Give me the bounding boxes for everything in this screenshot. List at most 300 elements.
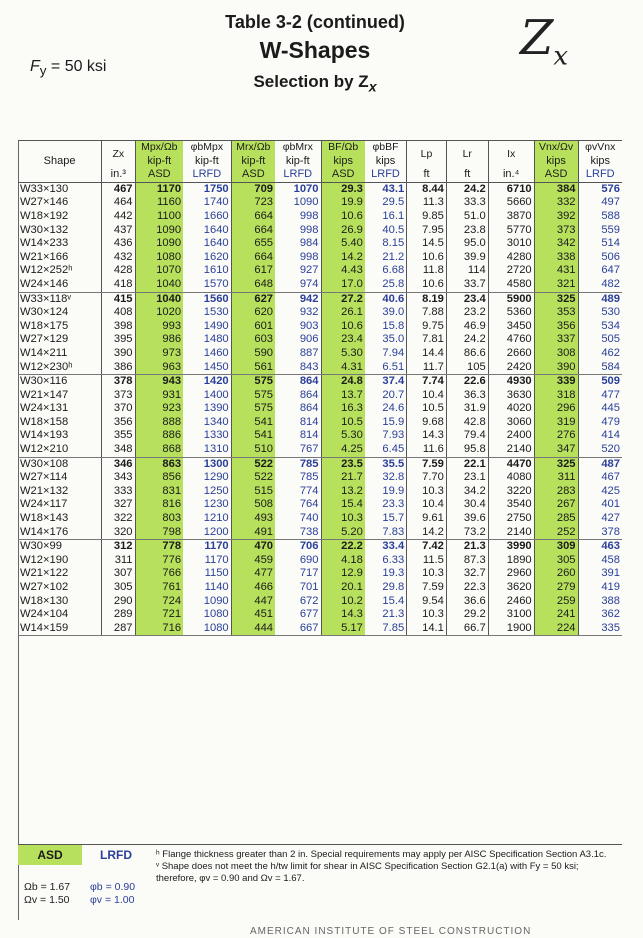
value-cell: 29.2 [446,608,488,622]
value-cell: 343 [102,471,135,485]
value-cell: 356 [534,320,578,334]
value-cell: 1170 [204,553,229,566]
value-cell: 487 [578,457,622,471]
value-cell: 10.3 [407,608,447,622]
value-cell: 520 [578,443,622,457]
value-cell: 738 [275,526,321,540]
unit-in4: in.⁴ [488,168,534,182]
value-cell: 24.2 [446,182,488,196]
table-row [18,471,622,485]
value-cell: 559 [578,224,622,238]
phi-v: φv = 1.00 [90,894,135,906]
value-cell: 43.1 [382,182,405,195]
value-cell: 73.2 [446,526,488,540]
value-cell: 432 [102,251,135,265]
value-cell: 391 [578,567,622,581]
value-cell: 724 [135,595,183,609]
value-cell: 10.3 [407,567,447,581]
value-cell: 327 [102,498,135,512]
asd-label: ASD [135,168,183,182]
value-cell: 378 [102,375,135,389]
value-cell: 19.9 [382,484,405,497]
shape-cell: W18×130 [20,594,69,607]
value-cell: 5.40 [321,237,365,251]
value-cell: 29.8 [382,581,405,593]
value-cell: 15.4 [321,498,365,512]
table-body [18,182,622,636]
value-cell: 522 [231,457,275,471]
value-cell: 588 [578,210,622,224]
table-row [18,595,622,609]
value-cell: 40.6 [382,292,405,305]
value-cell: 1640 [203,237,229,250]
value-cell: 620 [231,306,275,320]
value-cell: 717 [299,567,319,580]
value-cell: 105 [446,361,488,375]
shape-cell: W12×252ʰ [20,264,73,277]
value-cell: 13.2 [321,485,365,499]
table-row [18,608,622,622]
value-cell: 6710 [488,182,534,196]
value-cell: 23.4 [446,292,488,306]
value-cell: 974 [275,278,321,292]
value-cell: 14.1 [407,622,447,636]
value-cell: 224 [534,622,578,636]
value-cell: 1160 [135,196,183,210]
table-row [18,526,622,540]
value-cell: 931 [135,389,183,403]
value-cell: 3620 [488,581,534,595]
value-cell: 1100 [135,210,183,224]
value-cell: 814 [299,415,319,428]
value-cell: 21.3 [446,540,488,554]
value-cell: 10.2 [321,595,365,609]
value-cell: 1290 [203,471,229,484]
value-cell: 319 [534,416,578,430]
value-cell: 887 [299,346,319,359]
value-cell: 308 [534,347,578,361]
value-cell: 392 [534,210,578,224]
unit-ft: ft [407,168,447,182]
lrfd-label: LRFD [275,168,321,182]
value-cell: 1300 [203,457,229,470]
shape-cell: W27×129 [20,333,69,346]
value-cell: 785 [299,471,319,484]
shape-cell: W27×146 [20,196,69,209]
value-cell: 943 [135,375,183,389]
value-cell: 7.59 [407,457,447,471]
value-cell: 398 [102,320,135,334]
value-cell: 15.4 [382,594,405,607]
value-cell: 338 [534,251,578,265]
value-cell: 15.9 [382,415,405,428]
value-cell: 843 [275,361,321,375]
value-cell: 463 [578,540,622,554]
table-row [18,320,622,334]
value-cell: 4080 [488,471,534,485]
footnote-flange: ʰ Flange thickness greater than 2 in. Special requirements may apply per AISC Specification Section A3.1c. [156,849,607,860]
value-cell: 506 [578,251,622,265]
value-cell: 7.83 [365,526,407,540]
value-cell: 34.2 [446,485,488,499]
value-cell: 388 [578,595,622,609]
value-cell: 576 [578,182,622,196]
value-cell: 7.59 [407,581,447,595]
value-cell: 15.7 [382,512,405,525]
value-cell: 664 [231,251,275,265]
unit-kips: kips [321,155,365,169]
value-cell: 332 [534,196,578,210]
value-cell: 1080 [135,251,183,265]
value-cell: 672 [299,594,319,607]
value-cell: 514 [578,237,622,251]
value-cell: 2660 [488,347,534,361]
value-cell: 3540 [488,498,534,512]
value-cell: 418 [102,278,135,292]
value-cell: 515 [231,485,275,499]
value-cell: 276 [534,429,578,443]
value-cell: 575 [231,402,275,416]
unit-kipft: kip-ft [231,155,275,169]
table-row [18,581,622,595]
value-cell: 33.3 [446,196,488,210]
unit-kips: kips [375,154,396,167]
value-cell: 373 [534,224,578,238]
value-cell: 305 [102,581,135,595]
omega-v: Ωv = 1.50 [24,894,70,906]
value-cell: 22.1 [446,457,488,471]
value-cell: 1090 [203,594,229,607]
value-cell: 10.5 [407,402,447,416]
value-cell: 283 [534,485,578,499]
table-row [18,251,622,265]
value-cell: 4.31 [321,361,365,375]
value-cell: 706 [299,540,319,553]
value-cell: 584 [578,361,622,375]
value-cell: 14.3 [321,608,365,622]
value-cell: 6.68 [382,264,405,277]
value-cell: 1040 [135,278,183,292]
value-cell: 493 [231,512,275,526]
shape-cell: W18×192 [20,209,69,222]
value-cell: 984 [299,237,319,250]
value-cell: 347 [534,443,578,457]
value-cell: 664 [231,210,275,224]
value-cell: 3450 [488,320,534,334]
footnote-shear: ᵛ Shape does not meet the h/tw limit for shear in AISC Specification Section G2.1(a) with Fy = 50 ksi; therefore, φv = 0.90 and Ωv = 1.67. [156,861,579,884]
value-cell: 868 [135,443,183,457]
value-cell: 7.42 [407,540,447,554]
value-cell: 29.5 [382,196,405,209]
value-cell: 346 [102,457,135,471]
value-cell: 445 [578,402,622,416]
value-cell: 798 [135,526,183,540]
value-cell: 252 [534,526,578,540]
value-cell: 5900 [488,292,534,306]
value-cell: 36.6 [446,595,488,609]
value-cell: 1740 [203,196,229,209]
value-cell: 477 [231,567,275,581]
value-cell: 489 [578,292,622,306]
value-cell: 95.0 [446,237,488,251]
value-cell: 766 [135,567,183,581]
value-cell: 1080 [203,608,229,621]
value-cell: 24.8 [321,375,365,389]
value-cell: 39.6 [446,512,488,526]
value-cell: 4580 [488,278,534,292]
shape-cell: W30×116 [20,375,68,388]
phi-values [90,881,135,907]
value-cell: 285 [534,512,578,526]
value-cell: 370 [102,402,135,416]
value-cell: 20.1 [321,581,365,595]
value-cell: 436 [102,237,135,251]
mpx-lrfd-header: φbMpx [183,141,231,155]
value-cell: 2140 [488,526,534,540]
value-cell: 677 [299,608,319,621]
zx-header: Zx [102,141,135,169]
value-cell: 903 [299,319,319,332]
value-cell: 2750 [488,512,534,526]
value-cell: 14.3 [407,429,447,443]
value-cell: 14.2 [407,526,447,540]
value-cell: 723 [231,196,275,210]
lp-header: Lp [407,141,447,169]
vnx-asd-header: Vnx/Ωv [534,141,578,155]
value-cell: 342 [534,237,578,251]
value-cell: 9.75 [407,320,447,334]
value-cell: 1250 [203,484,229,497]
table-row [18,361,622,375]
value-cell: 561 [231,361,275,375]
value-cell: 46.9 [446,320,488,334]
table-row [18,210,622,224]
table-row [18,347,622,361]
value-cell: 401 [578,498,622,512]
value-cell: 459 [231,554,275,568]
value-cell: 339 [534,375,578,389]
value-cell: 325 [534,292,578,306]
value-cell: 10.5 [321,416,365,430]
value-cell: 1530 [203,306,229,319]
table-row [18,622,622,636]
value-cell: 36.3 [446,389,488,403]
value-cell: 1750 [203,182,229,195]
shape-cell: W12×190 [20,553,69,566]
value-cell: 648 [231,278,275,292]
yield-strength-label: $F_y = 50$ ksi [30,58,107,79]
mrx-lrfd-header: φbMrx [275,141,321,155]
table-row [18,224,622,238]
value-cell: 2460 [488,595,534,609]
value-cell: 320 [102,526,135,540]
value-cell: 307 [102,567,135,581]
value-cell: 10.3 [321,512,365,526]
value-cell: 24.2 [446,333,488,347]
table-row [18,389,622,403]
value-cell: 23.3 [382,498,405,511]
value-cell: 667 [275,622,321,636]
shape-cell: W24×117 [20,498,68,511]
value-cell: 1040 [135,292,183,306]
value-cell: 740 [299,512,319,525]
value-cell: 395 [102,333,135,347]
value-cell: 7.81 [407,333,447,347]
footer [18,844,622,921]
value-cell: 431 [534,264,578,278]
value-cell: 1900 [488,622,534,636]
value-cell: 1210 [203,512,229,525]
value-cell: 11.3 [407,196,447,210]
value-cell: 87.3 [446,554,488,568]
value-cell: 79.4 [446,429,488,443]
value-cell: 384 [534,182,578,196]
value-cell: 4760 [488,333,534,347]
value-cell: 776 [135,554,183,568]
vnx-lrfd-header: φvVnx [578,141,622,155]
value-cell: 932 [299,306,319,319]
value-cell: 534 [578,320,622,334]
value-cell: 716 [135,622,183,636]
value-cell: 95.8 [446,443,488,457]
value-cell: 590 [231,347,275,361]
shape-cell: W24×146 [18,278,102,292]
value-cell: 26.1 [321,306,365,320]
table-row [18,306,622,320]
value-cell: 482 [578,278,622,292]
value-cell: 335 [578,622,622,636]
value-cell: 241 [534,608,578,622]
value-cell: 23.1 [446,471,488,485]
unit-kips: kips [578,155,622,169]
value-cell: 66.7 [446,622,488,636]
value-cell: 419 [578,581,622,595]
value-cell: 4020 [488,402,534,416]
value-cell: 86.6 [446,347,488,361]
value-cell: 1330 [203,429,229,442]
value-cell: 27.2 [321,292,365,306]
value-cell: 42.8 [446,416,488,430]
value-cell: 508 [231,498,275,512]
value-cell: 390 [534,361,578,375]
value-cell: 764 [299,498,319,511]
table-row [18,443,622,457]
shape-cell: W18×175 [20,319,69,332]
mrx-asd-header: Mrx/Ωb [231,141,275,155]
value-cell: 32.8 [382,471,405,484]
table-row [18,402,622,416]
value-cell: 467 [578,471,622,485]
value-cell: 7.85 [365,622,407,636]
unit-in3: in.³ [102,168,135,182]
value-cell: 522 [231,471,275,485]
value-cell: 4470 [488,457,534,471]
shape-cell: W33×130 [20,182,69,195]
value-cell: 4280 [488,251,534,265]
shape-cell: W14×211 [20,346,68,359]
shape-cell: W21×166 [20,250,69,263]
value-cell: 33.7 [446,278,488,292]
value-cell: 4.25 [321,443,365,457]
value-cell: 5.30 [321,429,365,443]
value-cell: 451 [231,608,275,622]
value-cell: 8.15 [382,237,405,250]
publisher-line: AMERICAN INSTITUTE OF STEEL CONSTRUCTION [250,926,532,937]
value-cell: 14.4 [407,347,447,361]
value-cell: 458 [578,554,622,568]
value-cell: 355 [102,429,135,443]
value-cell: 260 [534,567,578,581]
value-cell: 963 [135,361,183,375]
value-cell: 1090 [135,237,183,251]
shape-cell: W27×114 [20,471,68,484]
value-cell: 864 [299,402,319,415]
value-cell: 337 [534,333,578,347]
value-cell: 14.5 [407,237,447,251]
ix-header: Ix [488,141,534,169]
value-cell: 1310 [183,443,231,457]
value-cell: 10.4 [407,498,447,512]
title-line-1: Table 3-2 (continued) [225,12,405,32]
table-row [18,540,622,554]
value-cell: 863 [135,457,183,471]
header-row-methods [18,168,622,182]
shape-cell: W30×132 [20,223,69,236]
value-cell: 22.6 [446,375,488,389]
value-cell: 33.4 [382,540,405,553]
shape-cell: W24×131 [20,402,69,415]
value-cell: 864 [299,388,319,401]
value-cell: 10.6 [321,210,365,224]
value-cell: 3100 [488,608,534,622]
value-cell: 1620 [203,250,229,263]
value-cell: 318 [534,389,578,403]
value-cell: 26.9 [321,224,365,238]
value-cell: 35.5 [382,457,405,470]
value-cell: 647 [578,264,622,278]
value-cell: 5.20 [321,526,365,540]
shape-cell: W14×176 [18,526,102,540]
value-cell: 40.5 [382,223,405,236]
value-cell: 998 [299,250,319,263]
value-cell: 1460 [203,346,229,359]
table-row [18,375,622,389]
value-cell: 19.9 [321,196,365,210]
value-cell: 21.3 [382,608,405,621]
value-cell: 390 [102,347,135,361]
value-cell: 1090 [135,224,183,238]
asd-label: ASD [321,168,365,182]
value-cell: 477 [578,389,622,403]
value-cell: 831 [135,485,183,499]
value-cell: 774 [299,484,319,497]
value-cell: 408 [102,306,135,320]
value-cell: 575 [231,375,275,389]
value-cell: 1230 [203,498,229,511]
title-line-3: Selection by $Z_x$ [253,72,377,96]
value-cell: 942 [299,292,319,305]
value-cell: 442 [102,210,135,224]
value-cell: 2720 [488,264,534,278]
value-cell: 1890 [488,554,534,568]
value-cell: 803 [135,512,183,526]
value-cell: 425 [578,485,622,499]
value-cell: 9.54 [407,595,447,609]
value-cell: 470 [231,540,275,554]
value-cell: 447 [231,595,275,609]
value-cell: 1340 [203,415,229,428]
value-cell: 3060 [488,416,534,430]
